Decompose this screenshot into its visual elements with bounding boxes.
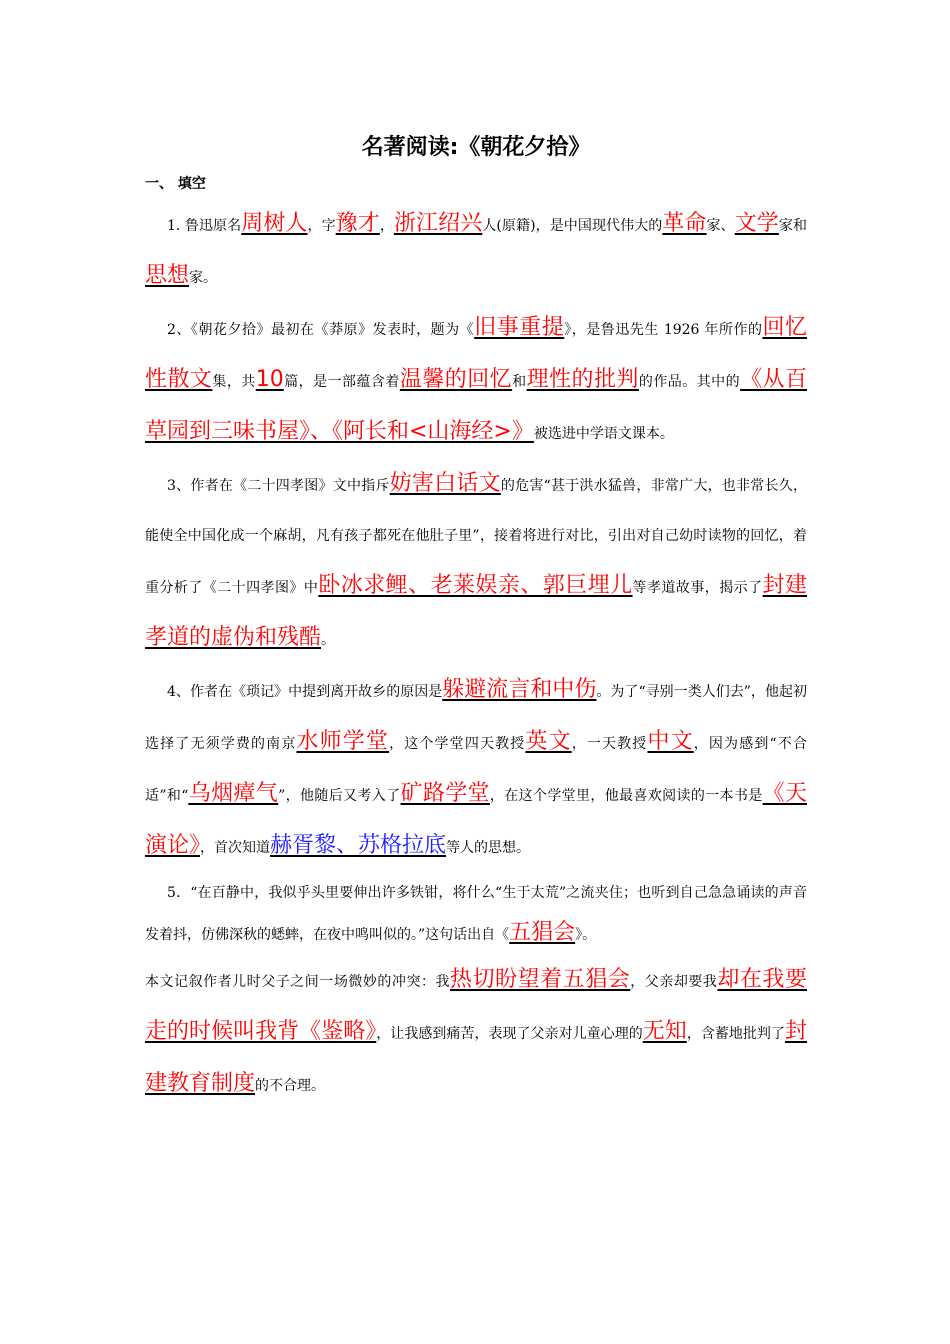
answer-blank: 《从百草园到三味书屋》、《阿长和<山海经>》 bbox=[145, 367, 807, 444]
section-heading: 一、 填空 bbox=[145, 176, 206, 192]
answer-blank: 《天演论》 bbox=[145, 781, 807, 858]
answer-blank: 躲避流言和中伤 bbox=[442, 677, 597, 702]
answer-blank: 却在我要走的时候叫我背《鉴略》 bbox=[145, 967, 807, 1044]
question-2: 2、《朝花夕拾》最初在《莽原》发表时，题为《旧事重提》，是鲁迅先生 1926 年所作的回忆性散文集，共10篇，是一部蕴含着温馨的回忆和理性的批判的作品。其中的《从百草园到三味书屋》、《阿长和<山海经>》被选进中学语文课本。 bbox=[145, 315, 807, 444]
question-5: 5．“在百静中，我似乎头里要伸出许多铁钳，将什么“生于太荒”之流夹住；也听到自己急急诵读的声音发着抖，仿佛深秋的蟋蟀，在夜中鸣叫似的。”这句话出自《五猖会》。 bbox=[145, 885, 807, 945]
answer-blank: 卧冰求鲤、老莱娱亲、郭巨埋儿 bbox=[318, 573, 633, 598]
answer-blank: 妨害白话文 bbox=[389, 471, 501, 496]
answer-blank: 理性的批判 bbox=[526, 367, 639, 392]
answer-blank: 浙江绍兴 bbox=[393, 211, 483, 236]
answer-blank: 回忆性散文 bbox=[145, 315, 807, 392]
question-3: 3、作者在《二十四孝图》文中指斥妨害白话文的危害“甚于洪水猛兽，非常广大，也非常长久，能使全中国化成一个麻胡，凡有孩子都死在他肚子里”，接着将进行对比，引出对自己幼时读物的回忆，着重分析了《二十四孝图》中卧冰求鲤、老莱娱亲、郭巨埋儿等孝道故事，揭示了封建孝道的虚伪和残酷。 bbox=[145, 471, 807, 650]
answer-blank: 思想 bbox=[145, 263, 190, 288]
answer-blank: 热切盼望着五猖会 bbox=[450, 967, 631, 992]
answer-blank-blue: 赫胥黎、苏格拉底 bbox=[270, 833, 447, 858]
answer-blank: 矿路学堂 bbox=[400, 781, 490, 806]
answer-blank: 封建教育制度 bbox=[145, 1019, 807, 1096]
answer-blank: 水师学堂 bbox=[296, 729, 390, 754]
page-title: 名著阅读:《朝花夕拾》 bbox=[361, 135, 591, 160]
answer-blank: 10 bbox=[255, 367, 284, 392]
answer-blank: 豫才 bbox=[335, 211, 380, 236]
answer-blank: 五猖会 bbox=[509, 920, 576, 945]
answer-blank: 英文 bbox=[525, 729, 572, 754]
answer-blank: 文学 bbox=[734, 211, 779, 236]
answer-blank: 乌烟瘴气 bbox=[188, 781, 279, 806]
question-4: 4、作者在《琐记》中提到离开故乡的原因是躲避流言和中伤。为了“寻别一类人们去”，他起初选择了无须学费的南京水师学堂，这个学堂四天教授英文，一天教授中文，因为感到“不合适”和“乌烟瘴气”，他随后又考入了矿路学堂，在这个学堂里，他最喜欢阅读的一本书是《天演论》，首次知道赫胥黎、苏格拉底等人的思想。 bbox=[145, 677, 807, 858]
answer-blank: 革命 bbox=[662, 211, 707, 236]
question-5-continued: 本文记叙作者儿时父子之间一场微妙的冲突：我热切盼望着五猖会，父亲却要我却在我要走的时候叫我背《鉴略》，让我感到痛苦，表现了父亲对儿童心理的无知，含蓄地批判了封建教育制度的不合理。 bbox=[145, 967, 807, 1096]
question-1: 1. 鲁迅原名周树人，字豫才，浙江绍兴人(原籍)，是中国现代伟大的革命家、文学家和思想家。 bbox=[145, 211, 807, 288]
answer-blank: 封建孝道的虚伪和残酷 bbox=[145, 573, 807, 650]
answer-blank: 中文 bbox=[647, 729, 694, 754]
answer-blank: 旧事重提 bbox=[474, 315, 565, 340]
document-page bbox=[145, 130, 807, 1111]
answer-blank: 周树人 bbox=[241, 211, 308, 236]
answer-blank: 温馨的回忆 bbox=[399, 367, 513, 392]
answer-blank: 无知 bbox=[642, 1019, 687, 1044]
